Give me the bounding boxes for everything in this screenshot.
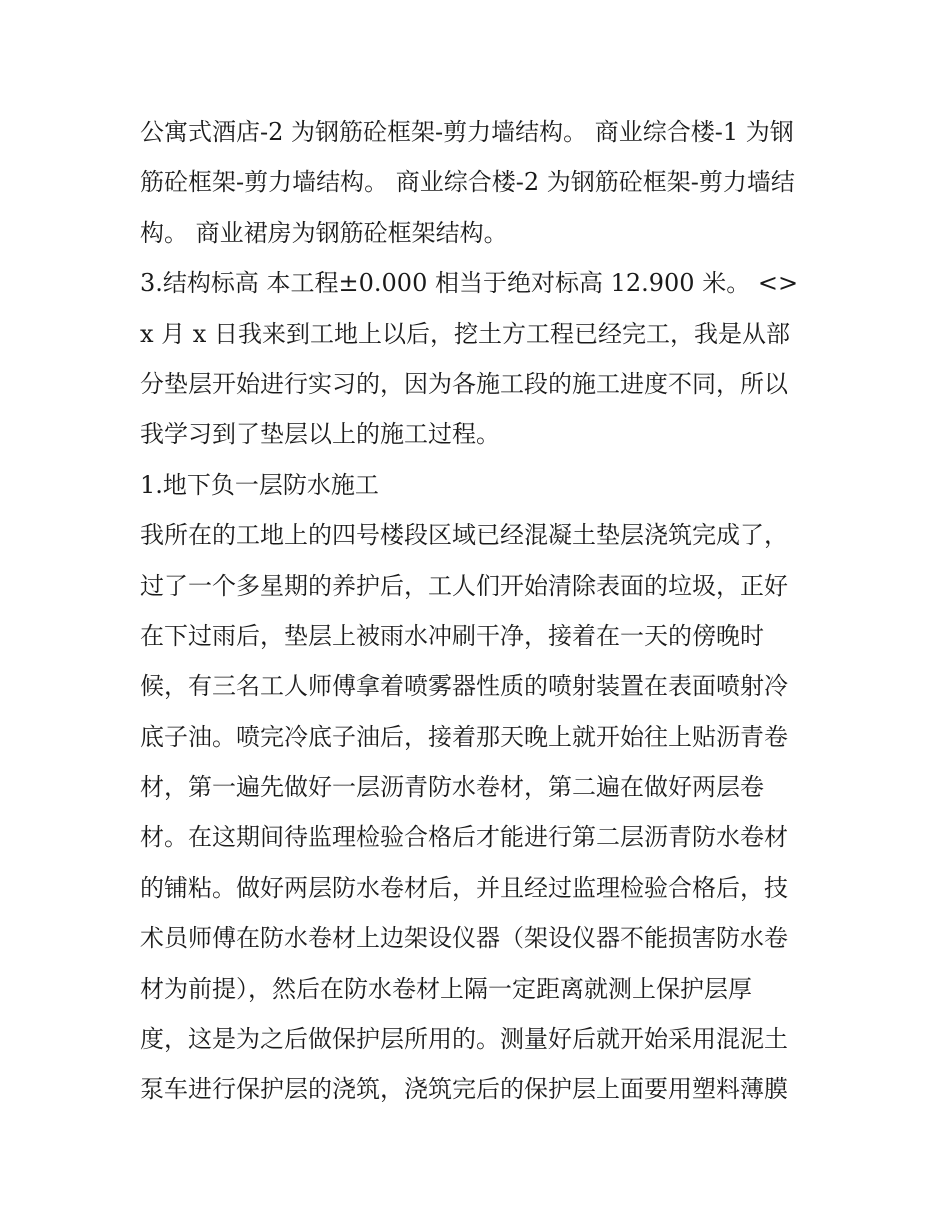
text-line: 在下过雨后，垫层上被雨水冲刷干净，接着在一天的傍晚时 — [140, 621, 764, 650]
text-line: x 月 x 日我来到工地上以后，挖土方工程已经完工，我是从部 — [140, 319, 790, 348]
text-line: 公寓式酒店-2 为钢筋砼框架-剪力墙结构。 商业综合楼-1 为钢 — [140, 118, 794, 146]
text-line: 的铺粘。做好两层防水卷材后，并且经过监理检验合格后，技 — [140, 873, 788, 902]
body-text — [140, 107, 820, 1115]
text-line: 材为前提），然后在防水卷材上隔一定距离就测上保护层厚 — [140, 974, 752, 1003]
text-line: 筋砼框架-剪力墙结构。 商业综合楼-2 为钢筋砼框架-剪力墙结 — [140, 168, 795, 197]
text-line: 候，有三名工人师傅拿着喷雾器性质的喷射装置在表面喷射冷 — [140, 672, 788, 701]
text-line: 构。 商业裙房为钢筋砼框架结构。 — [140, 218, 508, 247]
text-line: 材，第一遍先做好一层沥青防水卷材，第二遍在做好两层卷 — [140, 773, 764, 802]
section-heading: 3.结构标高 本工程±0.000 相当于绝对标高 12.900 米。 <> — [140, 269, 799, 298]
text-line: 分垫层开始进行实习的，因为各施工段的施工进度不同，所以 — [140, 369, 788, 398]
text-line: 度，这是为之后做保护层所用的。测量好后就开始采用混泥土 — [140, 1025, 788, 1054]
text-line: 材。在这期间待监理检验合格后才能进行第二层沥青防水卷材 — [140, 823, 788, 852]
text-line: 我所在的工地上的四号楼段区域已经混凝土垫层浇筑完成了， — [140, 521, 788, 550]
text-line: 过了一个多星期的养护后，工人们开始清除表面的垃圾，正好 — [140, 571, 788, 600]
text-line: 术员师傅在防水卷材上边架设仪器（架设仪器不能损害防水卷 — [140, 924, 788, 953]
text-line: 我学习到了垫层以上的施工过程。 — [140, 420, 500, 449]
text-line: 底子油。喷完冷底子油后，接着那天晚上就开始往上贴沥青卷 — [140, 722, 788, 751]
section-heading: 1.地下负一层防水施工 — [140, 470, 379, 499]
text-line: 泵车进行保护层的浇筑，浇筑完后的保护层上面要用塑料薄膜 — [140, 1075, 788, 1104]
